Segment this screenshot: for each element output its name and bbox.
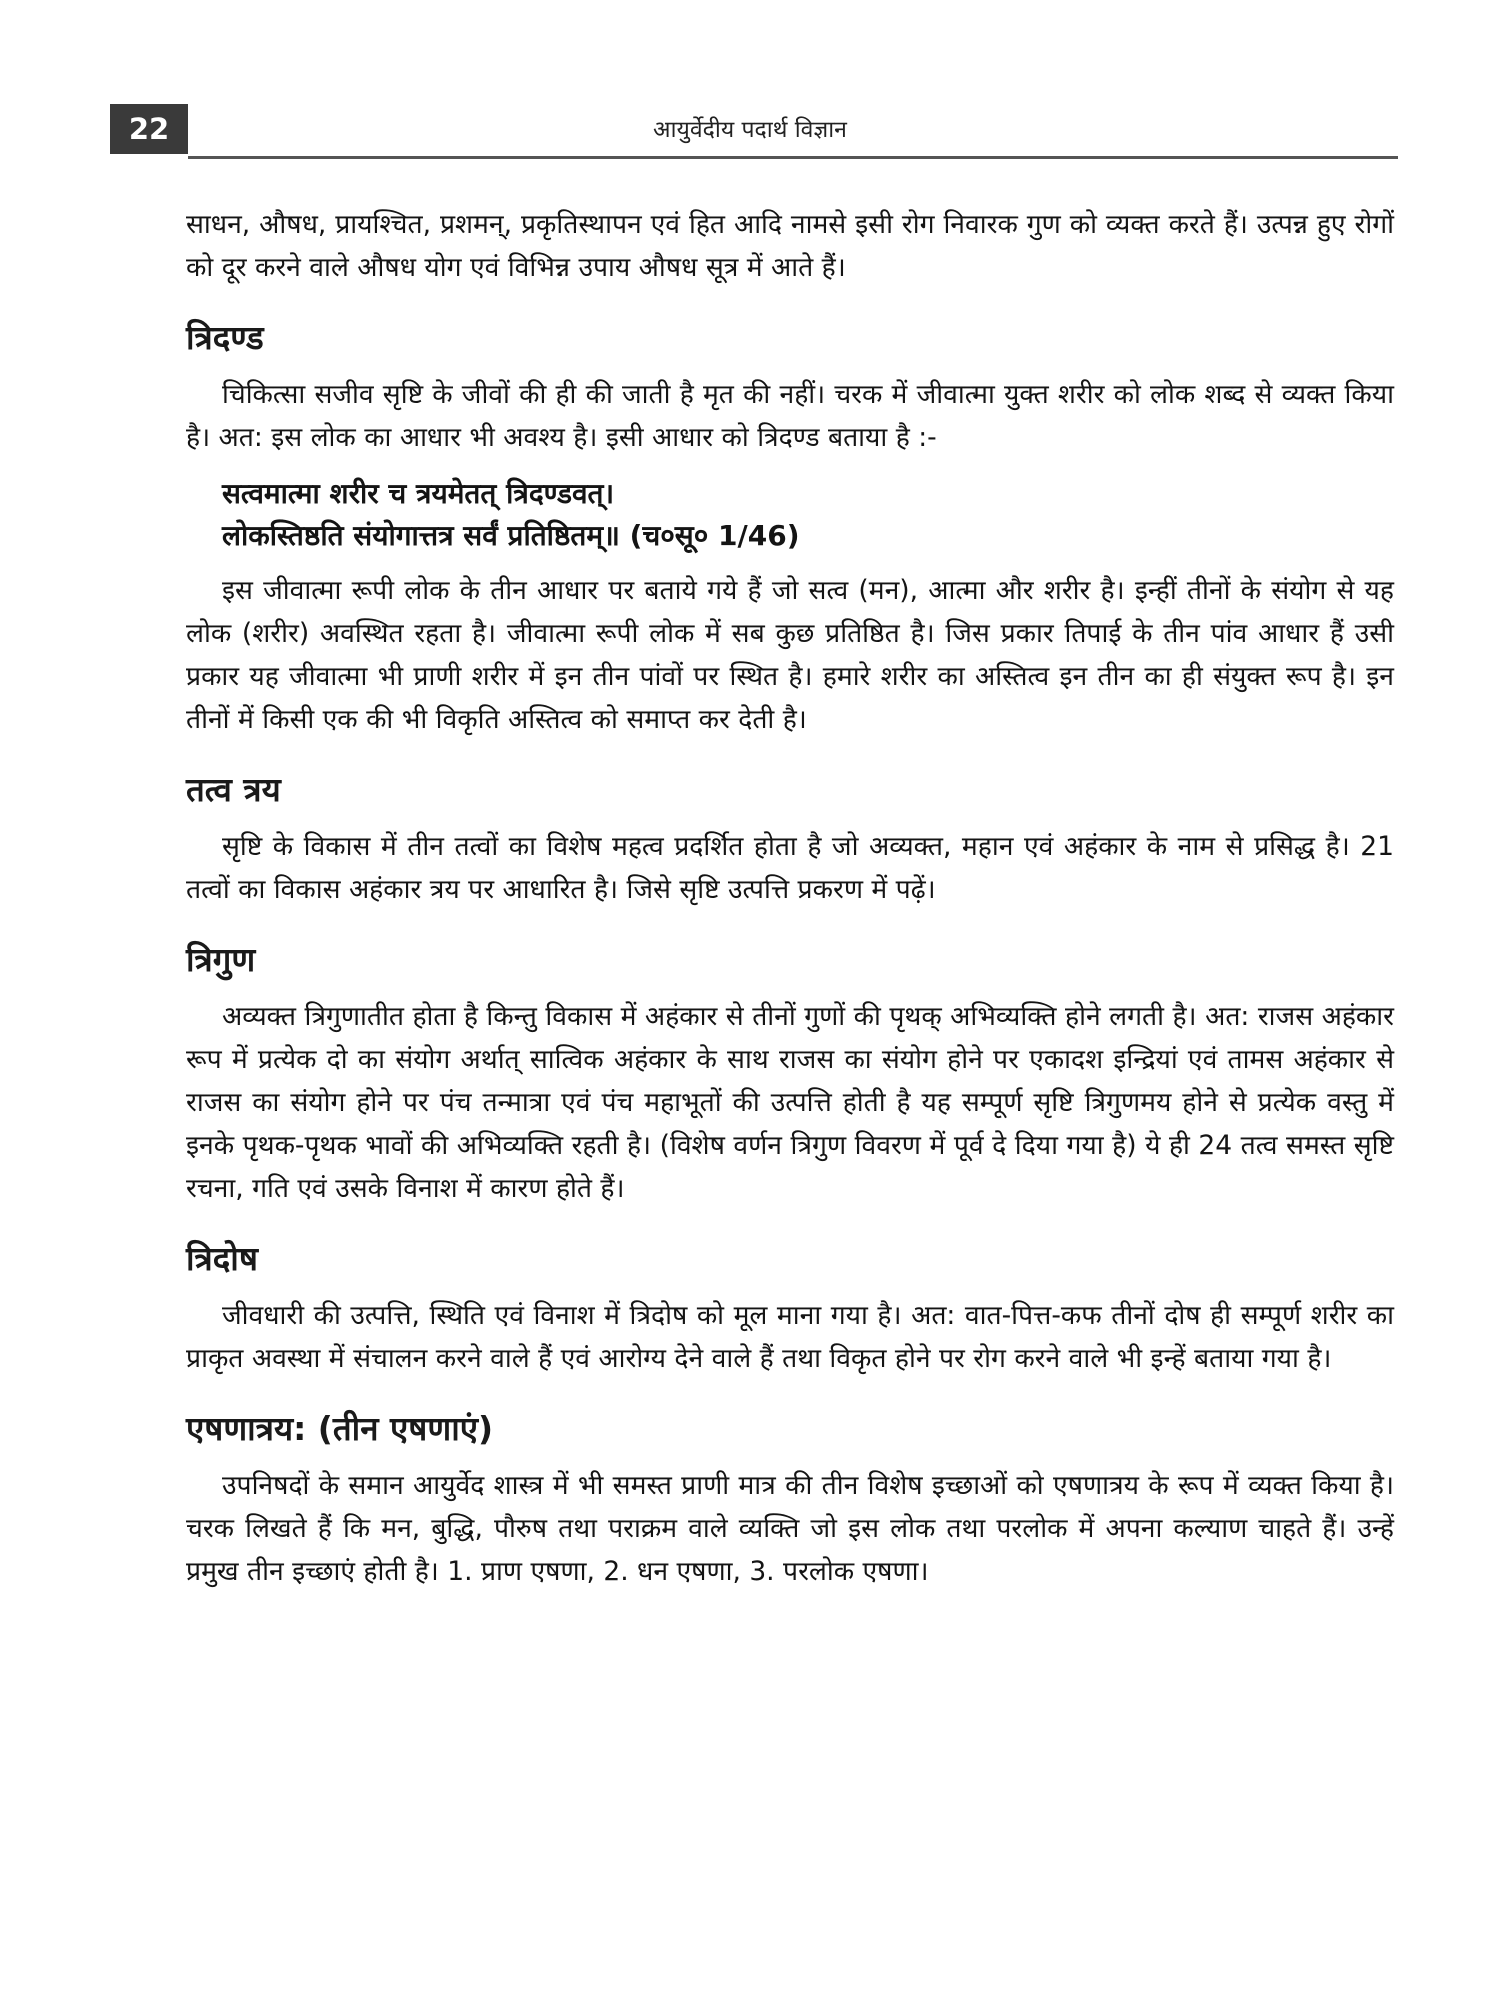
- section-heading-tatva-tray: तत्व त्रय: [186, 770, 281, 809]
- tridosha-paragraph: जीवधारी की उत्पत्ति, स्थिति एवं विनाश में त्रिदोष को मूल माना गया है। अत: वात-पित्त-कफ तीनों दोष ही सम्पूर्ण शरीर का प्राकृत अवस्था में संचालन करने वाले हैं एवं आरोग्य देने वाले हैं तथा विकृत होने पर रोग करने वाले भी इन्हें बताया गया है।: [186, 1300, 1394, 1374]
- triguna-paragraph: अव्यक्त त्रिगुणातीत होता है किन्तु विकास में अहंकार से तीनों गुणों की पृथक् अभिव्यक्ति होने लगती है। अत: राजस अहंकार रूप में प्रत्येक दो का संयोग अर्थात् सात्विक अहंकार के साथ राजस का संयोग होने पर एकादश इन्द्रियां एवं तामस अहंकार से राजस का संयोग होने पर पंच तन्मात्रा एवं पंच महाभूतों की उत्पत्ति होती है यह सम्पूर्ण सृष्टि त्रिगुणमय होने से प्रत्येक वस्तु में इनके पृथक-पृथक भावों की अभिव्यक्ति रहती है। (विशेष वर्णन त्रिगुण विवरण में पूर्व दे दिया गया है) ये ही 24 तत्व समस्त सृष्टि रचना, गति एवं उसके विनाश में कारण होते हैं।: [186, 1001, 1394, 1204]
- page-number: 22: [110, 104, 188, 154]
- eshanatraya-paragraph: उपनिषदों के समान आयुर्वेद शास्त्र में भी समस्त प्राणी मात्र की तीन विशेष इच्छाओं को एषणात्रय के रूप में व्यक्त किया है। चरक लिखते हैं कि मन, बुद्धि, पौरुष तथा पराक्रम वाले व्यक्ति जो इस लोक तथा परलोक में अपना कल्याण चाहते हैं। उन्हें प्रमुख तीन इच्छाएं होती है। 1. प्राण एषणा, 2. धन एषणा, 3. परलोक एषणा।: [186, 1470, 1394, 1587]
- header-divider: [188, 156, 1398, 159]
- section-heading-eshanatraya: एषणात्रय: (तीन एषणाएं): [186, 1409, 494, 1448]
- intro-paragraph: साधन, औषध, प्रायश्चित, प्रशमन्, प्रकृतिस्थापन एवं हित आदि नामसे इसी रोग निवारक गुण को व्यक्त करते हैं। उत्पन्न हुए रोगों को दूर करने वाले औषध योग एवं विभिन्न उपाय औषध सूत्र में आते हैं।: [186, 209, 1394, 283]
- tatva-tray-paragraph: सृष्टि के विकास में तीन तत्वों का विशेष महत्व प्रदर्शित होता है जो अव्यक्त, महान एवं अहंकार के नाम से प्रसिद्ध है। 21 तत्वों का विकास अहंकार त्रय पर आधारित है। जिसे सृष्टि उत्पत्ति प्रकरण में पढ़ें।: [186, 831, 1394, 905]
- tridand-paragraph-2: इस जीवात्मा रूपी लोक के तीन आधार पर बताये गये हैं जो सत्व (मन), आत्मा और शरीर है। इन्हीं तीनों के संयोग से यह लोक (शरीर) अवस्थित रहता है। जीवात्मा रूपी लोक में सब कुछ प्रतिष्ठित है। जिस प्रकार तिपाई के तीन पांव आधार हैं उसी प्रकार यह जीवात्मा भी प्राणी शरीर में इन तीन पांवों पर स्थित है। हमारे शरीर का अस्तित्व इन तीन का ही संयुक्त रूप है। इन तीनों में किसी एक की भी विकृति अस्तित्व को समाप्त कर देती है।: [186, 575, 1394, 735]
- verse-quote: [186, 473, 1394, 557]
- section-heading-tridosha: त्रिदोष: [186, 1239, 258, 1278]
- verse-line-1: सत्वमात्मा शरीर च त्रयमेतत् त्रिदण्डवत्।: [222, 477, 615, 510]
- tridand-paragraph-1: चिकित्सा सजीव सृष्टि के जीवों की ही की जाती है मृत की नहीं। चरक में जीवात्मा युक्त शरीर को लोक शब्द से व्यक्त किया है। अत: इस लोक का आधार भी अवश्य है। इसी आधार को त्रिदण्ड बताया है :-: [186, 379, 1394, 453]
- running-title: आयुर्वेदीय पदार्थ विज्ञान: [653, 117, 847, 143]
- section-heading-triguna: त्रिगुण: [186, 940, 256, 979]
- verse-line-2: लोकस्तिष्ठति संयोगात्तत्र सर्वं प्रतिष्ठितम्॥ (च०सू० 1/46): [222, 519, 800, 552]
- section-heading-tridand: त्रिदण्ड: [186, 318, 264, 357]
- page-content: [186, 203, 1394, 1593]
